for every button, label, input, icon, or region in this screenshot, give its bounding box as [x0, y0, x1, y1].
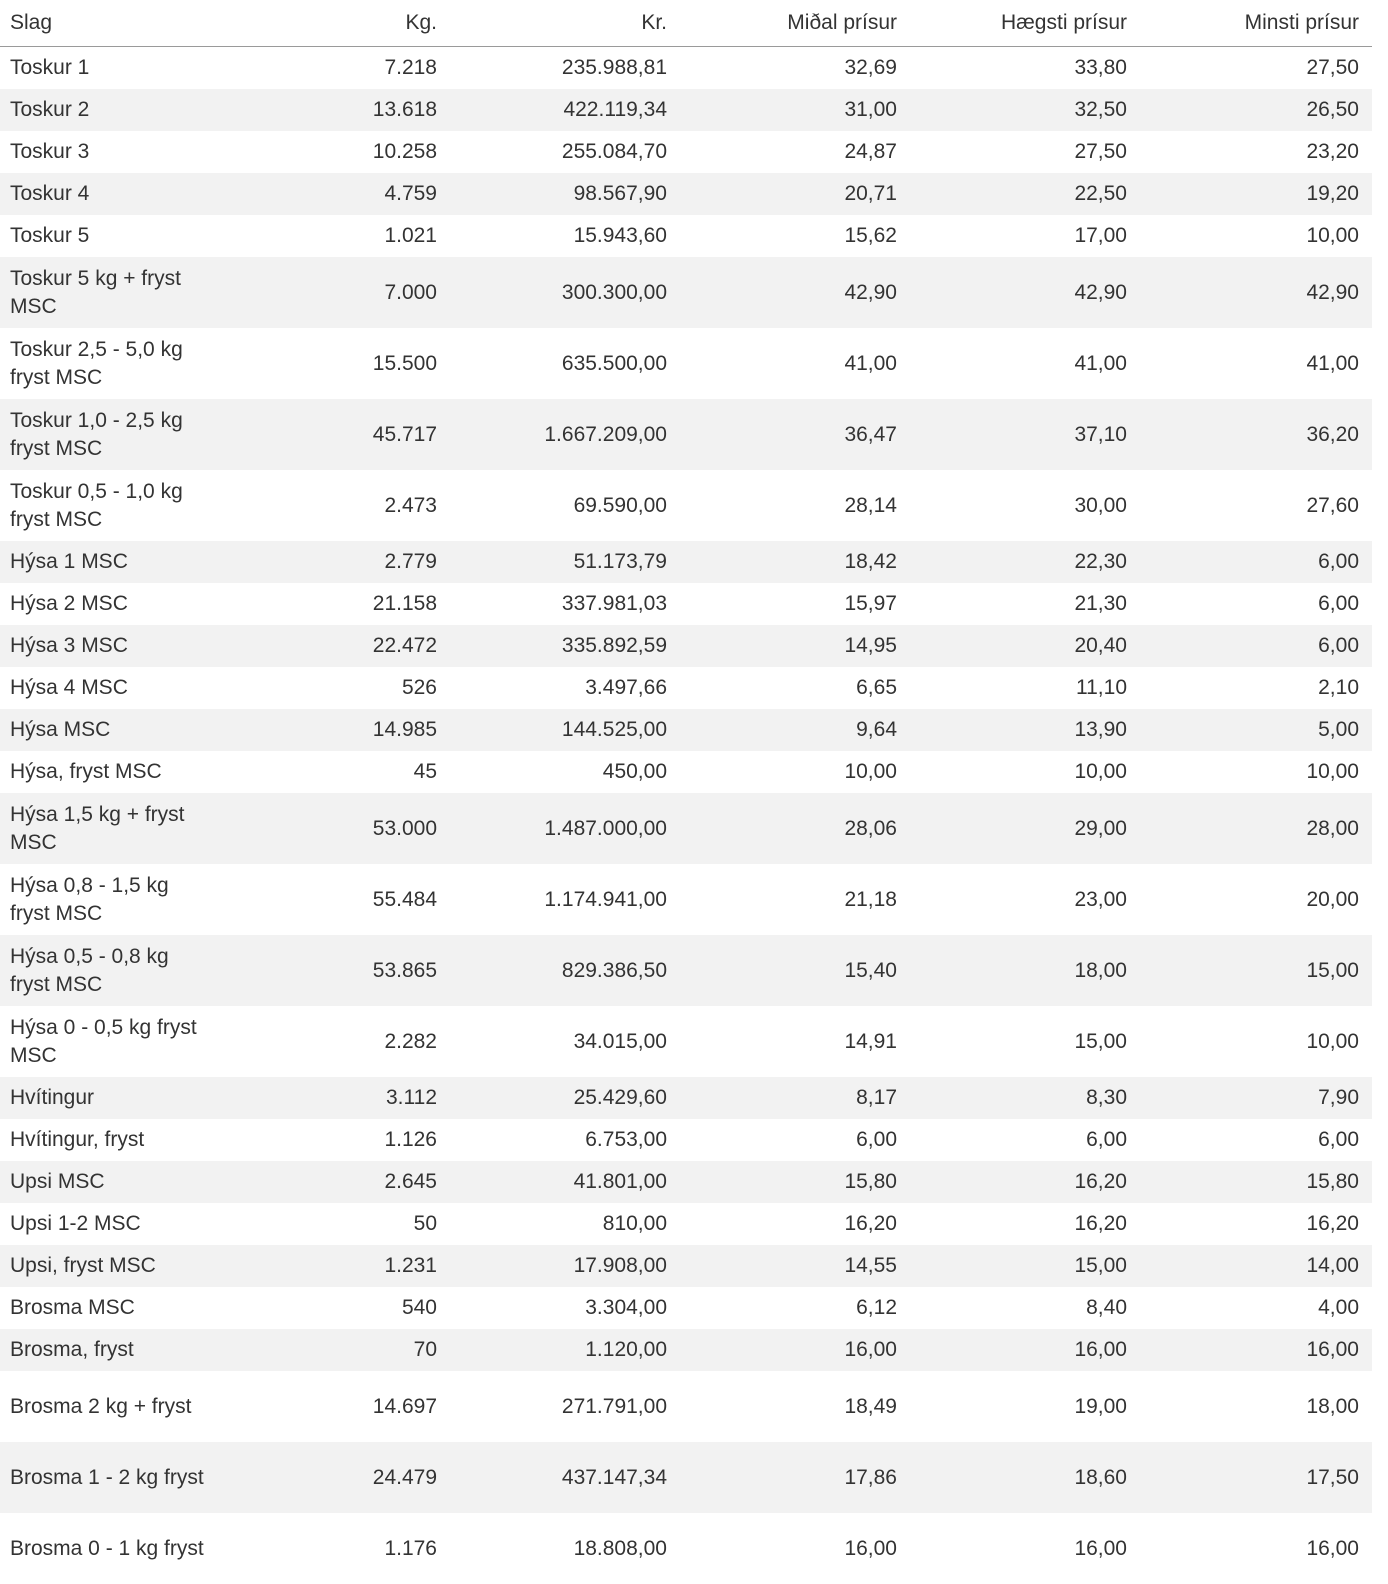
cell-kg: 2.473 — [220, 470, 450, 541]
cell-min-price: 15,80 — [1140, 1161, 1372, 1203]
cell-max-price: 18,60 — [910, 1442, 1140, 1513]
cell-max-price: 23,00 — [910, 864, 1140, 935]
cell-avg-price: 36,47 — [680, 399, 910, 470]
cell-min-price: 17,50 — [1140, 1442, 1372, 1513]
cell-max-price: 18,00 — [910, 935, 1140, 1006]
cell-min-price: 19,20 — [1140, 173, 1372, 215]
cell-avg-price: 18,49 — [680, 1371, 910, 1442]
cell-max-price: 15,00 — [910, 1245, 1140, 1287]
header-max-price: Hægsti prísur — [910, 0, 1140, 47]
table-row — [0, 1077, 1372, 1119]
cell-slag: Hýsa 4 MSC — [0, 667, 220, 709]
cell-min-price: 27,50 — [1140, 47, 1372, 90]
cell-kr: 1.174.941,00 — [450, 864, 680, 935]
cell-kr: 6.753,00 — [450, 1119, 680, 1161]
table-row — [0, 47, 1372, 90]
table-row — [0, 328, 1372, 399]
cell-kr: 437.147,34 — [450, 1442, 680, 1513]
table-row — [0, 864, 1372, 935]
cell-kg: 1.231 — [220, 1245, 450, 1287]
cell-avg-price: 42,90 — [680, 257, 910, 328]
table-row — [0, 1006, 1372, 1077]
cell-avg-price: 32,69 — [680, 47, 910, 90]
table-row — [0, 215, 1372, 257]
table-row — [0, 1245, 1372, 1287]
cell-min-price: 10,00 — [1140, 751, 1372, 793]
cell-kg: 526 — [220, 667, 450, 709]
table-row — [0, 131, 1372, 173]
cell-avg-price: 28,06 — [680, 793, 910, 864]
cell-slag: Hvítingur, fryst — [0, 1119, 220, 1161]
cell-slag: Brosma MSC — [0, 1287, 220, 1329]
cell-min-price: 27,60 — [1140, 470, 1372, 541]
cell-min-price: 14,00 — [1140, 1245, 1372, 1287]
cell-kg: 1.021 — [220, 215, 450, 257]
cell-kr: 335.892,59 — [450, 625, 680, 667]
cell-kr: 300.300,00 — [450, 257, 680, 328]
cell-avg-price: 14,95 — [680, 625, 910, 667]
cell-kr: 422.119,34 — [450, 89, 680, 131]
cell-max-price: 16,20 — [910, 1203, 1140, 1245]
cell-slag: Hvítingur — [0, 1077, 220, 1119]
cell-max-price: 27,50 — [910, 131, 1140, 173]
cell-kg: 45 — [220, 751, 450, 793]
table-row — [0, 541, 1372, 583]
cell-min-price: 7,90 — [1140, 1077, 1372, 1119]
cell-avg-price: 16,00 — [680, 1329, 910, 1371]
cell-kr: 3.304,00 — [450, 1287, 680, 1329]
cell-kr: 635.500,00 — [450, 328, 680, 399]
cell-slag: Toskur 0,5 - 1,0 kg fryst MSC — [0, 470, 220, 541]
cell-slag: Toskur 5 — [0, 215, 220, 257]
cell-slag: Upsi 1-2 MSC — [0, 1203, 220, 1245]
cell-kg: 14.985 — [220, 709, 450, 751]
table-row — [0, 751, 1372, 793]
cell-slag: Hýsa, fryst MSC — [0, 751, 220, 793]
cell-max-price: 11,10 — [910, 667, 1140, 709]
table-row — [0, 793, 1372, 864]
cell-slag: Toskur 1,0 - 2,5 kg fryst MSC — [0, 399, 220, 470]
cell-max-price: 15,00 — [910, 1006, 1140, 1077]
cell-avg-price: 21,18 — [680, 864, 910, 935]
cell-kg: 2.282 — [220, 1006, 450, 1077]
cell-slag: Hýsa 1,5 kg + fryst MSC — [0, 793, 220, 864]
cell-slag: Upsi MSC — [0, 1161, 220, 1203]
table-row — [0, 173, 1372, 215]
cell-avg-price: 31,00 — [680, 89, 910, 131]
cell-slag: Toskur 2 — [0, 89, 220, 131]
cell-kg: 53.000 — [220, 793, 450, 864]
cell-kg: 15.500 — [220, 328, 450, 399]
cell-kr: 17.908,00 — [450, 1245, 680, 1287]
cell-avg-price: 15,62 — [680, 215, 910, 257]
cell-kr: 34.015,00 — [450, 1006, 680, 1077]
cell-kr: 255.084,70 — [450, 131, 680, 173]
cell-kg: 2.645 — [220, 1161, 450, 1203]
cell-min-price: 2,10 — [1140, 667, 1372, 709]
cell-avg-price: 14,91 — [680, 1006, 910, 1077]
cell-max-price: 33,80 — [910, 47, 1140, 90]
cell-max-price: 16,20 — [910, 1161, 1140, 1203]
table-row — [0, 1442, 1372, 1513]
cell-kg: 14.697 — [220, 1371, 450, 1442]
cell-slag: Toskur 3 — [0, 131, 220, 173]
cell-min-price: 16,00 — [1140, 1513, 1372, 1584]
cell-kr: 271.791,00 — [450, 1371, 680, 1442]
cell-kr: 15.943,60 — [450, 215, 680, 257]
cell-min-price: 15,00 — [1140, 935, 1372, 1006]
cell-avg-price: 9,64 — [680, 709, 910, 751]
header-avg-price: Miðal prísur — [680, 0, 910, 47]
cell-slag: Toskur 4 — [0, 173, 220, 215]
cell-min-price: 10,00 — [1140, 1006, 1372, 1077]
header-row — [0, 0, 1372, 47]
cell-max-price: 6,00 — [910, 1119, 1140, 1161]
cell-max-price: 22,50 — [910, 173, 1140, 215]
table-row — [0, 1287, 1372, 1329]
cell-avg-price: 10,00 — [680, 751, 910, 793]
cell-min-price: 16,20 — [1140, 1203, 1372, 1245]
table-row — [0, 1203, 1372, 1245]
cell-slag: Brosma 0 - 1 kg fryst — [0, 1513, 220, 1584]
cell-slag: Hýsa 3 MSC — [0, 625, 220, 667]
cell-kr: 144.525,00 — [450, 709, 680, 751]
cell-max-price: 20,40 — [910, 625, 1140, 667]
cell-min-price: 28,00 — [1140, 793, 1372, 864]
cell-min-price: 6,00 — [1140, 625, 1372, 667]
cell-slag: Brosma, fryst — [0, 1329, 220, 1371]
cell-avg-price: 6,12 — [680, 1287, 910, 1329]
cell-max-price: 8,40 — [910, 1287, 1140, 1329]
table-row — [0, 625, 1372, 667]
cell-slag: Hýsa 0 - 0,5 kg fryst MSC — [0, 1006, 220, 1077]
table-row — [0, 1161, 1372, 1203]
table-row — [0, 470, 1372, 541]
table-row — [0, 399, 1372, 470]
cell-slag: Brosma 2 kg + fryst — [0, 1371, 220, 1442]
cell-min-price: 42,90 — [1140, 257, 1372, 328]
cell-kg: 45.717 — [220, 399, 450, 470]
cell-kr: 1.667.209,00 — [450, 399, 680, 470]
cell-min-price: 36,20 — [1140, 399, 1372, 470]
cell-min-price: 16,00 — [1140, 1329, 1372, 1371]
table-row — [0, 583, 1372, 625]
cell-min-price: 6,00 — [1140, 583, 1372, 625]
cell-avg-price: 28,14 — [680, 470, 910, 541]
cell-kg: 540 — [220, 1287, 450, 1329]
cell-min-price: 26,50 — [1140, 89, 1372, 131]
cell-min-price: 5,00 — [1140, 709, 1372, 751]
cell-avg-price: 6,00 — [680, 1119, 910, 1161]
cell-kg: 22.472 — [220, 625, 450, 667]
header-kg: Kg. — [220, 0, 450, 47]
cell-min-price: 41,00 — [1140, 328, 1372, 399]
cell-avg-price: 6,65 — [680, 667, 910, 709]
cell-kg: 1.126 — [220, 1119, 450, 1161]
cell-slag: Toskur 2,5 - 5,0 kg fryst MSC — [0, 328, 220, 399]
cell-slag: Hýsa 1 MSC — [0, 541, 220, 583]
table-row — [0, 667, 1372, 709]
cell-max-price: 30,00 — [910, 470, 1140, 541]
cell-avg-price: 15,80 — [680, 1161, 910, 1203]
cell-slag: Hýsa 0,5 - 0,8 kg fryst MSC — [0, 935, 220, 1006]
cell-max-price: 32,50 — [910, 89, 1140, 131]
cell-max-price: 21,30 — [910, 583, 1140, 625]
cell-slag: Toskur 5 kg + fryst MSC — [0, 257, 220, 328]
cell-kr: 829.386,50 — [450, 935, 680, 1006]
cell-max-price: 22,30 — [910, 541, 1140, 583]
cell-kr: 69.590,00 — [450, 470, 680, 541]
cell-max-price: 42,90 — [910, 257, 1140, 328]
cell-avg-price: 20,71 — [680, 173, 910, 215]
cell-kg: 13.618 — [220, 89, 450, 131]
table-row — [0, 1513, 1372, 1584]
cell-slag: Hýsa MSC — [0, 709, 220, 751]
header-kr: Kr. — [450, 0, 680, 47]
cell-max-price: 10,00 — [910, 751, 1140, 793]
cell-kr: 25.429,60 — [450, 1077, 680, 1119]
cell-kg: 70 — [220, 1329, 450, 1371]
cell-kg: 55.484 — [220, 864, 450, 935]
cell-max-price: 16,00 — [910, 1513, 1140, 1584]
cell-avg-price: 24,87 — [680, 131, 910, 173]
cell-kr: 235.988,81 — [450, 47, 680, 90]
cell-slag: Upsi, fryst MSC — [0, 1245, 220, 1287]
cell-min-price: 20,00 — [1140, 864, 1372, 935]
cell-max-price: 41,00 — [910, 328, 1140, 399]
cell-kg: 10.258 — [220, 131, 450, 173]
cell-kr: 1.487.000,00 — [450, 793, 680, 864]
cell-max-price: 29,00 — [910, 793, 1140, 864]
cell-min-price: 23,20 — [1140, 131, 1372, 173]
cell-kr: 18.808,00 — [450, 1513, 680, 1584]
cell-kg: 4.759 — [220, 173, 450, 215]
cell-kr: 98.567,90 — [450, 173, 680, 215]
table-row — [0, 935, 1372, 1006]
table-row — [0, 89, 1372, 131]
cell-max-price: 8,30 — [910, 1077, 1140, 1119]
cell-kg: 7.218 — [220, 47, 450, 90]
cell-kr: 337.981,03 — [450, 583, 680, 625]
cell-avg-price: 16,00 — [680, 1513, 910, 1584]
cell-slag: Hýsa 0,8 - 1,5 kg fryst MSC — [0, 864, 220, 935]
table-row — [0, 1371, 1372, 1442]
table-row — [0, 1119, 1372, 1161]
cell-avg-price: 15,97 — [680, 583, 910, 625]
cell-avg-price: 17,86 — [680, 1442, 910, 1513]
cell-min-price: 10,00 — [1140, 215, 1372, 257]
cell-max-price: 37,10 — [910, 399, 1140, 470]
cell-slag: Brosma 1 - 2 kg fryst — [0, 1442, 220, 1513]
cell-kg: 50 — [220, 1203, 450, 1245]
table-body — [0, 47, 1372, 1584]
cell-avg-price: 8,17 — [680, 1077, 910, 1119]
cell-kg: 1.176 — [220, 1513, 450, 1584]
table-row — [0, 257, 1372, 328]
header-min-price: Minsti prísur — [1140, 0, 1372, 47]
cell-kr: 450,00 — [450, 751, 680, 793]
cell-max-price: 16,00 — [910, 1329, 1140, 1371]
cell-min-price: 18,00 — [1140, 1371, 1372, 1442]
cell-kg: 7.000 — [220, 257, 450, 328]
cell-kg: 2.779 — [220, 541, 450, 583]
cell-min-price: 6,00 — [1140, 541, 1372, 583]
cell-kg: 53.865 — [220, 935, 450, 1006]
cell-kr: 810,00 — [450, 1203, 680, 1245]
cell-avg-price: 15,40 — [680, 935, 910, 1006]
cell-slag: Hýsa 2 MSC — [0, 583, 220, 625]
cell-kr: 41.801,00 — [450, 1161, 680, 1203]
cell-max-price: 19,00 — [910, 1371, 1140, 1442]
cell-max-price: 17,00 — [910, 215, 1140, 257]
cell-avg-price: 41,00 — [680, 328, 910, 399]
cell-kg: 3.112 — [220, 1077, 450, 1119]
cell-kr: 3.497,66 — [450, 667, 680, 709]
header-slag: Slag — [0, 0, 220, 47]
table-row — [0, 709, 1372, 751]
cell-slag: Toskur 1 — [0, 47, 220, 90]
table-row — [0, 1329, 1372, 1371]
cell-kg: 24.479 — [220, 1442, 450, 1513]
cell-kg: 21.158 — [220, 583, 450, 625]
cell-avg-price: 18,42 — [680, 541, 910, 583]
cell-avg-price: 16,20 — [680, 1203, 910, 1245]
cell-min-price: 4,00 — [1140, 1287, 1372, 1329]
cell-avg-price: 14,55 — [680, 1245, 910, 1287]
cell-kr: 51.173,79 — [450, 541, 680, 583]
cell-min-price: 6,00 — [1140, 1119, 1372, 1161]
cell-kr: 1.120,00 — [450, 1329, 680, 1371]
cell-max-price: 13,90 — [910, 709, 1140, 751]
table-header — [0, 0, 1372, 47]
